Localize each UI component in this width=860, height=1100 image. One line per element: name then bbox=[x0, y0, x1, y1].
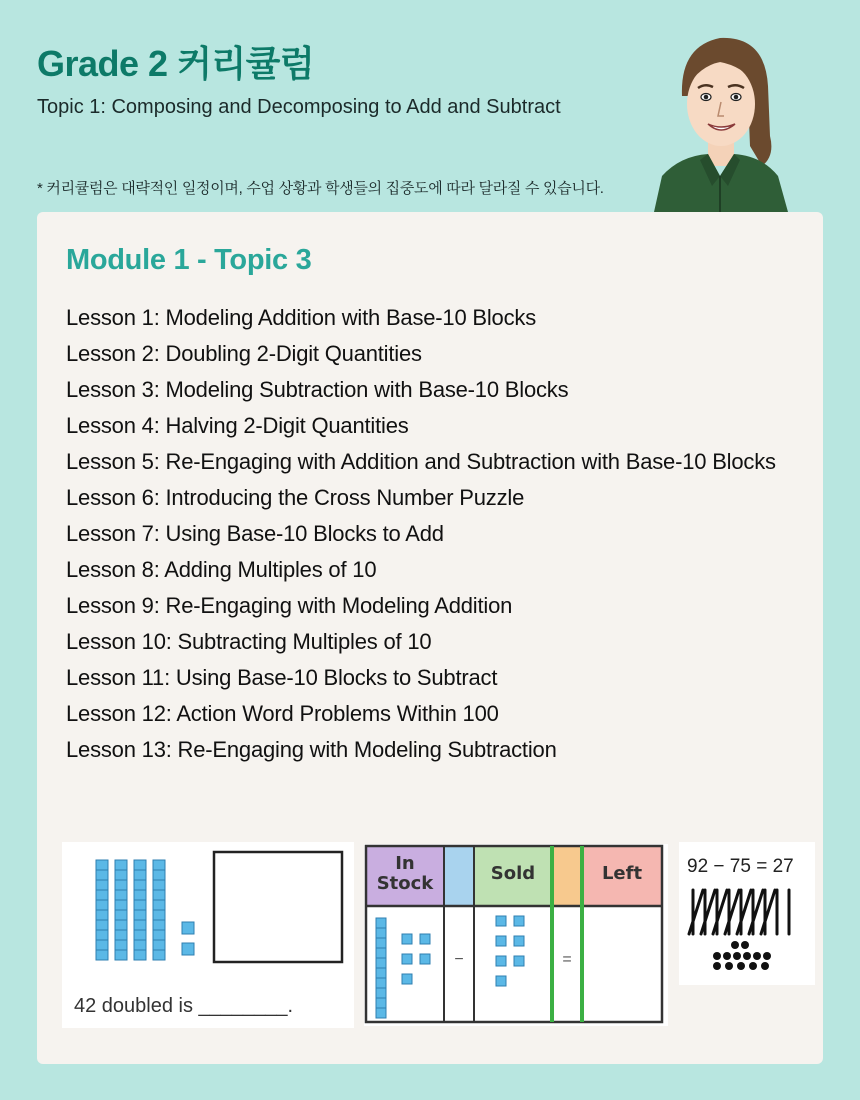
curriculum-note: * 커리큘럼은 대략적인 일정이며, 수업 상황과 학생들의 집중도에 따라 달라질 수 있습니다. bbox=[37, 180, 604, 197]
rod-unit bbox=[96, 890, 108, 900]
counter-dot bbox=[713, 952, 721, 960]
doubling-illustration bbox=[62, 842, 354, 1028]
rod-unit bbox=[376, 948, 386, 958]
rod-unit bbox=[153, 930, 165, 940]
lesson-item: Lesson 9: Re-Engaging with Modeling Addition bbox=[66, 593, 513, 618]
rod-unit bbox=[134, 940, 146, 950]
counter-dot bbox=[743, 952, 751, 960]
rod-unit bbox=[153, 950, 165, 960]
tally-cross-out bbox=[725, 890, 739, 934]
rod-unit bbox=[134, 920, 146, 930]
ones-cube bbox=[496, 976, 506, 986]
ones-cube bbox=[402, 954, 412, 964]
ones-cube bbox=[514, 956, 524, 966]
ones-cube bbox=[420, 954, 430, 964]
rod-unit bbox=[153, 890, 165, 900]
counter-dot bbox=[713, 962, 721, 970]
rod-unit bbox=[96, 930, 108, 940]
rod-unit bbox=[376, 978, 386, 988]
counter-dot bbox=[731, 941, 739, 949]
ones-cube bbox=[182, 943, 194, 955]
rod-unit bbox=[134, 910, 146, 920]
rod-unit bbox=[115, 930, 127, 940]
rod-unit bbox=[96, 880, 108, 890]
rod-unit bbox=[153, 920, 165, 930]
rod-unit bbox=[376, 928, 386, 938]
ones-cube bbox=[514, 936, 524, 946]
lesson-item: Lesson 3: Modeling Subtraction with Base-10 Blocks bbox=[66, 377, 569, 402]
counter-dot bbox=[733, 952, 741, 960]
lesson-item: Lesson 5: Re-Engaging with Addition and Subtraction with Base-10 Blocks bbox=[66, 449, 776, 474]
tally-illustration bbox=[679, 842, 815, 985]
tally-cross-out bbox=[713, 890, 727, 934]
teacher-illustration bbox=[640, 26, 800, 212]
rod-unit bbox=[134, 860, 146, 870]
lesson-item: Lesson 1: Modeling Addition with Base-10 Blocks bbox=[66, 305, 536, 330]
in-stock-header: In Stock bbox=[376, 853, 434, 894]
sold-header: Sold bbox=[490, 863, 536, 884]
lesson-item: Lesson 6: Introducing the Cross Number Puzzle bbox=[66, 485, 525, 510]
minus-sign: − bbox=[454, 951, 464, 968]
lesson-item: Lesson 11: Using Base-10 Blocks to Subtract bbox=[66, 665, 498, 690]
module-heading: Module 1 - Topic 3 bbox=[66, 244, 312, 276]
rod-unit bbox=[134, 880, 146, 890]
lesson-list bbox=[66, 300, 786, 768]
rod-unit bbox=[115, 910, 127, 920]
doubling-caption: 42 doubled is ________. bbox=[74, 995, 294, 1017]
rod-unit bbox=[96, 900, 108, 910]
equals-sign: = bbox=[562, 951, 572, 968]
tally-drawing bbox=[679, 842, 815, 985]
rod-unit bbox=[115, 920, 127, 930]
counter-dot bbox=[763, 952, 771, 960]
lesson-item: Lesson 7: Using Base-10 Blocks to Add bbox=[66, 521, 444, 546]
subtraction-table-illustration bbox=[364, 844, 668, 1026]
lesson-item: Lesson 2: Doubling 2-Digit Quantities bbox=[66, 341, 422, 366]
ones-cube bbox=[402, 934, 412, 944]
rod-unit bbox=[96, 920, 108, 930]
rod-unit bbox=[153, 870, 165, 880]
ones-cube bbox=[420, 934, 430, 944]
rod-unit bbox=[96, 950, 108, 960]
curriculum-card bbox=[37, 212, 823, 1064]
ones-cube bbox=[514, 916, 524, 926]
rod-unit bbox=[134, 930, 146, 940]
lesson-item: Lesson 10: Subtracting Multiples of 10 bbox=[66, 629, 432, 654]
rod-unit bbox=[115, 860, 127, 870]
rod-unit bbox=[115, 880, 127, 890]
subtraction-equation: 92 − 75 = 27 bbox=[687, 856, 794, 877]
ones-cube bbox=[496, 936, 506, 946]
tally-cross-out bbox=[749, 890, 763, 934]
minus-header-cell bbox=[444, 846, 474, 906]
rod-unit bbox=[153, 910, 165, 920]
equals-header-cell bbox=[552, 846, 582, 906]
rod-unit bbox=[134, 890, 146, 900]
rod-unit bbox=[153, 900, 165, 910]
tally-cross-out bbox=[701, 890, 715, 934]
rod-unit bbox=[115, 890, 127, 900]
rod-unit bbox=[96, 910, 108, 920]
rod-unit bbox=[376, 938, 386, 948]
counter-dot bbox=[749, 962, 757, 970]
tally-cross-out bbox=[761, 890, 775, 934]
rod-unit bbox=[115, 950, 127, 960]
ones-cube bbox=[402, 974, 412, 984]
rod-unit bbox=[153, 860, 165, 870]
counter-dot bbox=[741, 941, 749, 949]
page-title: Grade 2 커리큘럼 bbox=[37, 43, 315, 84]
rod-unit bbox=[376, 998, 386, 1008]
rod-unit bbox=[153, 880, 165, 890]
tally-cross-out bbox=[737, 890, 751, 934]
ones-cube bbox=[182, 922, 194, 934]
rod-unit bbox=[376, 958, 386, 968]
rod-unit bbox=[115, 900, 127, 910]
tens-rods bbox=[96, 860, 165, 960]
lesson-item: Lesson 8: Adding Multiples of 10 bbox=[66, 557, 377, 582]
rod-unit bbox=[153, 940, 165, 950]
tally-cross-out bbox=[689, 890, 703, 934]
lesson-item: Lesson 4: Halving 2-Digit Quantities bbox=[66, 413, 409, 438]
rod-unit bbox=[376, 918, 386, 928]
ones-cube bbox=[496, 916, 506, 926]
lesson-item: Lesson 13: Re-Engaging with Modeling Subtraction bbox=[66, 737, 557, 762]
rod-unit bbox=[96, 870, 108, 880]
rod-unit bbox=[376, 1008, 386, 1018]
rod-unit bbox=[376, 988, 386, 998]
rod-unit bbox=[96, 940, 108, 950]
counter-dot bbox=[723, 952, 731, 960]
counter-dot bbox=[725, 962, 733, 970]
counter-dot bbox=[737, 962, 745, 970]
rod-unit bbox=[96, 860, 108, 870]
rod-unit bbox=[115, 940, 127, 950]
rod-unit bbox=[115, 870, 127, 880]
counter-dot bbox=[753, 952, 761, 960]
left-header: Left bbox=[601, 863, 643, 884]
rod-unit bbox=[134, 900, 146, 910]
rod-unit bbox=[134, 950, 146, 960]
rod-unit bbox=[376, 968, 386, 978]
rod-unit bbox=[134, 870, 146, 880]
page-subtitle: Topic 1: Composing and Decomposing to Add and Subtract bbox=[37, 96, 561, 118]
ones-cube bbox=[496, 956, 506, 966]
answer-box bbox=[214, 852, 342, 962]
lesson-item: Lesson 12: Action Word Problems Within 100 bbox=[66, 701, 499, 726]
counter-dot bbox=[761, 962, 769, 970]
